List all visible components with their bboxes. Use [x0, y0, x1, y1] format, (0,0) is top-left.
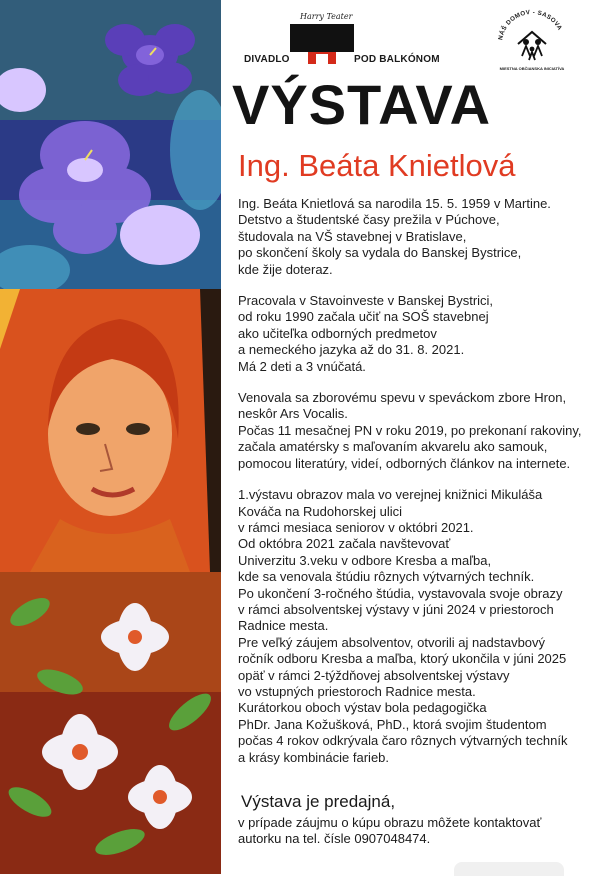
text-line: Pre veľký záujem absolventov, otvorili aj nadstavbový	[238, 634, 546, 650]
text-line: PhDr. Jana Kožušková, PhD., ktorá svojim študentom	[238, 716, 547, 732]
theatre-logo	[244, 12, 444, 68]
text-line: kde sa venovala štúdiu rôznych výtvarných techník.	[238, 569, 535, 585]
text-line: počas 4 rokov odkrývala čaro rôznych výtvarných techník	[238, 733, 568, 749]
text-line: Kurátorkou oboch výstav bola pedagogička	[238, 700, 487, 716]
text-line: 1.výstavu obrazov mala vo verejnej knižnici Mikuláša	[238, 487, 543, 503]
painting-red-haired-woman	[0, 289, 221, 572]
text-line: neskôr Ars Vocalis.	[238, 406, 348, 422]
text-line: kde žije doteraz.	[238, 261, 333, 277]
svg-text:NÁŠ DOMOV - SASOVA	[497, 9, 563, 41]
text-line: opäť v rámci 2-týždňovej absolventskej výstavy	[238, 667, 510, 683]
theatre-logo-script: Harry Teater	[300, 12, 353, 21]
biography-paragraph	[238, 293, 604, 375]
text-line: ročník odboru Kresba a maľba, ktorý ukončila v júni 2025	[238, 651, 567, 667]
theatre-curtain-icon	[290, 24, 354, 64]
page-title: VÝSTAVA	[232, 73, 492, 136]
text-line: v prípade záujmu o kúpu obrazu môžete kontaktovať	[238, 815, 542, 830]
text-line: Ing. Beáta Knietlová sa narodila 15. 5. 1959 v Martine.	[238, 196, 551, 211]
author-name: Ing. Beáta Knietlová	[238, 148, 516, 183]
painting-white-flowers	[0, 572, 221, 874]
text-line: Radnice mesta.	[238, 618, 329, 634]
text-line: Detstvo a študentské časy prežila v Púchove,	[238, 212, 500, 228]
text-line: autorku na tel. čísle 0907048474.	[238, 831, 431, 847]
text-line: študovala na VŠ stavebnej v Bratislave,	[238, 228, 467, 244]
text-line: Pracovala v Stavoinveste v Banskej Bystrici,	[238, 293, 494, 309]
community-logo-bottom-text: MIESTNA OBČIANSKA INICIATÍVA	[499, 66, 565, 71]
text-line: Má 2 deti a 3 vnúčatá.	[238, 358, 366, 374]
painting-flowers-blue	[0, 0, 221, 289]
text-line: Univerzitu 3.veku v odbore Kresba a maľba,	[238, 552, 492, 568]
community-logo	[492, 4, 572, 76]
text-line: ako učiteľka odborných predmetov	[238, 325, 437, 341]
theatre-logo-word-left: DIVADLO	[244, 54, 290, 65]
family-house-icon	[492, 4, 572, 76]
text-line: Kováča na Rudohorskej ulici	[238, 503, 403, 519]
sale-contact	[238, 815, 541, 848]
theatre-logo-word-right: POD BALKÓNOM	[354, 54, 440, 65]
text-line: Od októbra 2021 začala navštevovať	[238, 536, 451, 552]
biography-paragraph	[238, 196, 604, 278]
community-logo-arc-text: NÁŠ DOMOV - SASOVA	[497, 8, 564, 41]
biography-paragraph	[238, 487, 604, 766]
biography-paragraph	[238, 390, 604, 472]
text-line: začala amatérsky s maľovaním akvarelu ako samouk,	[238, 439, 548, 455]
paintings-column	[0, 0, 221, 874]
text-line: a nemeckého jazyka až do 31. 8. 2021.	[238, 342, 465, 358]
text-line: po skončení školy sa vydala do Banskej Bystrice,	[238, 245, 522, 261]
sale-title: Výstava je predajná,	[241, 792, 396, 811]
text-line: v rámci absolventskej výstavy v júni 2024 v priestoroch	[238, 601, 554, 617]
text-line: vo vstupných priestoroch Radnice mesta.	[238, 683, 476, 699]
text-line: Po ukončení 3-ročného štúdia, vystavovala svoje obrazy	[238, 585, 563, 601]
text-line: pomocou literatúry, videí, odborných článkov na internete.	[238, 455, 571, 471]
biography	[238, 196, 604, 781]
text-line: Počas 11 mesačnej PN v roku 2019, po prekonaní rakoviny,	[238, 422, 582, 438]
text-line: a krásy kombinácie farieb.	[238, 749, 390, 765]
text-line: Venovala sa zborovému spevu v speváckom zbore Hron,	[238, 390, 567, 406]
text-line: v rámci mesiaca seniorov v októbri 2021.	[238, 519, 474, 535]
text-line: od roku 1990 začala učiť na SOŠ stavebnej	[238, 309, 489, 325]
